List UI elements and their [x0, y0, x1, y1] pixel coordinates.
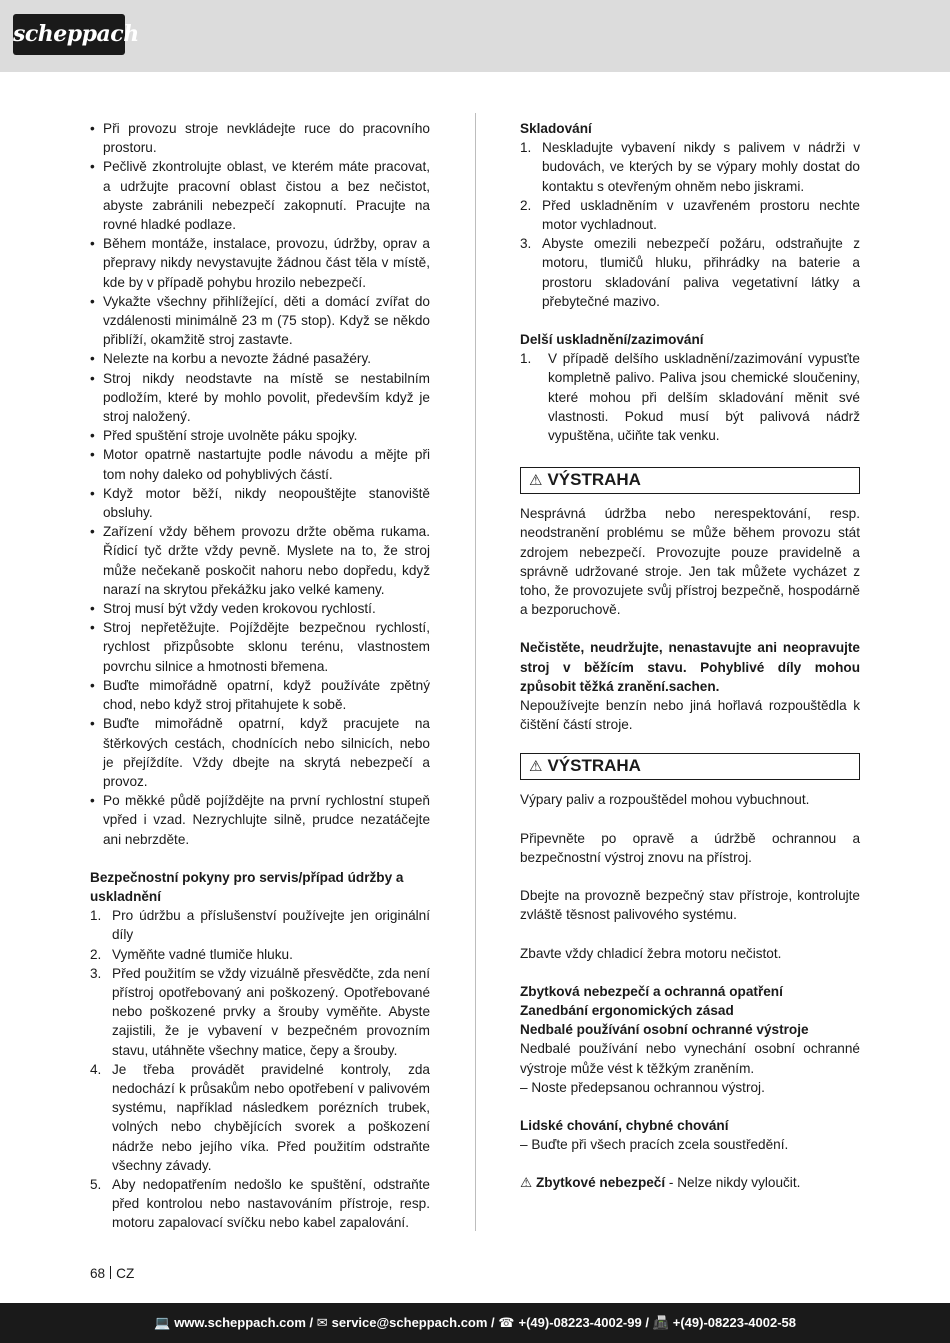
list-item: • Před spuštění stroje uvolněte páku spojky. [90, 426, 430, 445]
column-divider [475, 113, 476, 1231]
list-item: 2. Vyměňte vadné tlumiče hluku. [90, 946, 293, 962]
residual-risk-text: - Nelze nikdy vyloučit. [665, 1175, 801, 1191]
warning-triangle-icon: ⚠ [529, 471, 543, 490]
cooling-ribs-text: Zbavte vždy chladicí žebra motoru nečistot. [520, 945, 782, 961]
safety-bullet-list [90, 119, 430, 849]
right-column [520, 119, 860, 1194]
warning-title: VÝSTRAHA [547, 756, 641, 776]
warning-text: Nesprávná údržba nebo nerespektování, resp. neodstranění problému se může během provozu stát zdrojem nebezpečí. Provozujte pouze pravidelně a správně udržované stroje. Jen tak můžete vycházet z toho, že provozujete svůj přístroj bezpečně, hospodárně a bezporuchově. [520, 506, 860, 618]
reattach-text: Připevněte po opravě a údržbě ochrannou a bezpečnostní výstroj znovu na přístroj. [520, 830, 860, 865]
bold-warning: Nečistěte, neudržujte, nenastavujte ani neopravujte stroj v běžícím stavu. Pohyblivé díly mohou způsobit těžká zranění.sachen. [520, 640, 860, 694]
solvent-text: Nepoužívejte benzín nebo jiná hořlavá rozpouštědla k čištění částí stroje. [520, 698, 860, 733]
page-number-value: 68 [90, 1266, 106, 1281]
human-behaviour-heading: Lidské chování, chybné chování [520, 1117, 729, 1133]
footer-email[interactable]: service@scheppach.com / [331, 1315, 495, 1330]
phone-icon: ☎ [498, 1316, 515, 1331]
scheppach-logo: scheppach [13, 14, 125, 55]
list-item: 3. Před použitím se vždy vizuálně přesvědčte, zda není přístroj opotřebovaný ani poškozený. Opotřebované nebo poškozené prvky a šrouby vyměňte. Abyste zajistili, že je vybavení v bezpečném provozním stavu, utáhněte všechny matice, čepy a šrouby. [90, 965, 430, 1058]
list-item: 1. V případě delšího uskladnění/zazimování vypusťte kompletně palivo. Paliva jsou chemické sloučeniny, které mohou při delším skladování měnit své vlastnosti. Pokud musí být palivová nádrž vypuštěna, učiňte tak venku. [520, 351, 860, 444]
list-item: • Nelezte na korbu a nevozte žádné pasažéry. [90, 349, 430, 368]
warning-title: VÝSTRAHA [547, 470, 641, 490]
page-number [90, 1264, 134, 1283]
residual-risk-line [520, 1173, 860, 1193]
list-item: 4. Je třeba provádět pravidelné kontroly, zda nedochází k průsakům nebo opotřebení v palivovém systému, například následkem porézních trubek, volných nebo chybějících svorek a poškození nádrže nebo jejího víka. Před použitím odstraňte všechny závady. [90, 1061, 430, 1173]
list-item: • Stroj nikdy neodstavte na místě se nestabilním podložím, které by mohlo povolit, především když je stroj naložený. [90, 369, 430, 427]
list-item: • Pečlivě zkontrolujte oblast, ve kterém máte pracovat, a udržujte pracovní oblast čistou a bez nečistot, abyste zabránili nebezpečí zakopnutí. Pracujte na rovné hladké podlaze. [90, 157, 430, 234]
list-item: 1. Neskladujte vybavení nikdy s palivem v nádrži v budovách, ve kterých by se výpary mohly dostat do kontaktu s otevřeným ohněm nebo jiskrami. [520, 140, 860, 194]
protective-gear-text: Nedbalé používání nebo vynechání osobní ochranné výstroje může vést k těžkým zraněním. [520, 1041, 860, 1076]
warning-box [520, 753, 860, 780]
page-language: CZ [116, 1266, 135, 1281]
ergonomics-heading: Zanedbání ergonomických zásad [520, 1002, 734, 1018]
header-band [0, 0, 950, 72]
list-item: • Při provozu stroje nevkládejte ruce do pracovního prostoru. [90, 119, 430, 157]
list-item: • Když motor běží, nikdy neopouštějte stanoviště obsluhy. [90, 484, 430, 522]
list-item: 3. Abyste omezili nebezpečí požáru, odstraňujte z motoru, tlumičů hluku, přihrádky na baterie a prostoru skladování paliva vegetativní látky a přebytečné mazivo. [520, 236, 860, 309]
warning-box [520, 467, 860, 494]
list-item: 2. Před uskladněním v uzavřeném prostoru nechte motor vychladnout. [520, 197, 860, 233]
list-item: • Buďte mimořádně opatrní, když používáte zpětný chod, nebo když stroj přitahujete k sobě. [90, 676, 430, 714]
list-item: 1. Pro údržbu a příslušenství používejte jen originální díly [90, 908, 430, 943]
footer-fax: +(49)-08223-4002-58 [672, 1315, 796, 1330]
residual-heading: Zbytková nebezpečí a ochranná opatření [520, 983, 783, 999]
list-item: 5. Aby nedopatřením nedošlo ke spuštění, odstraňte před kontrolou nebo nastavováním přístroje, resp. motoru zapalovací svíčku nebo kabel zapalování. [90, 1176, 430, 1231]
list-item: • Motor opatrně nastartujte podle návodu a mějte při tom nohy daleko od pohyblivých částí. [90, 445, 430, 483]
human-behaviour-dash: – Buďte při všech pracích zcela soustředění. [520, 1137, 789, 1153]
computer-icon: 💻 [154, 1316, 171, 1331]
longterm-heading: Delší uskladnění/zazimování [520, 332, 704, 348]
list-item: • Vykažte všechny přihlížející, děti a domácí zvířat do vzdálenosti minimálně 23 m (75 stop). Když se někdo přiblíží, okamžitě stroj zastavte. [90, 292, 430, 350]
warning-triangle-icon: ⚠ [529, 757, 543, 776]
left-column [90, 119, 430, 1233]
residual-risk-label: Zbytkové nebezpečí [535, 1175, 666, 1191]
list-item: • Stroj nepřetěžujte. Pojíždějte bezpečnou rychlostí, rychlost přizpůsobte sklonu terénu, vlastnostem povrchu silnice a hmotnosti břemena. [90, 618, 430, 676]
protective-gear-dash: – Noste předepsanou ochrannou výstroj. [520, 1079, 765, 1095]
service-heading: Bezpečnostní pokyny pro servis/případ údržby a uskladnění [90, 869, 404, 904]
list-item: • Buďte mimořádně opatrní, když pracujete na štěrkových cestách, chodnících nebo silnicích, nebo je přejíždíte. Vždy dbejte na skrytá nebezpečí a provoz. [90, 714, 430, 791]
list-item: • Stroj musí být vždy veden krokovou rychlostí. [90, 599, 430, 618]
footer-web[interactable]: www.scheppach.com / [174, 1315, 314, 1330]
footer-bar [0, 1303, 950, 1343]
fax-icon: 📠 [652, 1316, 669, 1331]
vapors-text: Výpary paliv a rozpouštědel mohou vybuchnout. [520, 792, 810, 808]
storage-list [520, 138, 860, 311]
fuel-system-text: Dbejte na provozně bezpečný stav přístroje, kontrolujte zvláště těsnost palivového systému. [520, 888, 860, 923]
list-item: • Během montáže, instalace, provozu, údržby, oprav a přepravy nikdy nevystavujte žádnou část těla v místě, kde by v případě pohybu hrozilo nebezpečí. [90, 234, 430, 292]
footer-phone: +(49)-08223-4002-99 / [518, 1315, 649, 1330]
protective-gear-heading: Nedbalé používání osobní ochranné výstroje [520, 1022, 809, 1038]
service-list [90, 906, 430, 1232]
mail-icon: ✉ [316, 1316, 328, 1331]
list-item: • Zařízení vždy během provozu držte oběma rukama. Řídicí tyč držte vždy pevně. Myslete na to, že stroj může nečekaně poskočit nahoru nebo dopředu, když narazí na skrytou překážku jako velké kameny. [90, 522, 430, 599]
warning-triangle-icon: ⚠ [520, 1175, 533, 1192]
storage-heading: Skladování [520, 121, 592, 136]
list-item: • Po měkké půdě pojíždějte na první rychlostní stupeň vpřed i vzad. Nezrychlujte silně, prudce nezatáčejte ani nebrzděte. [90, 791, 430, 849]
